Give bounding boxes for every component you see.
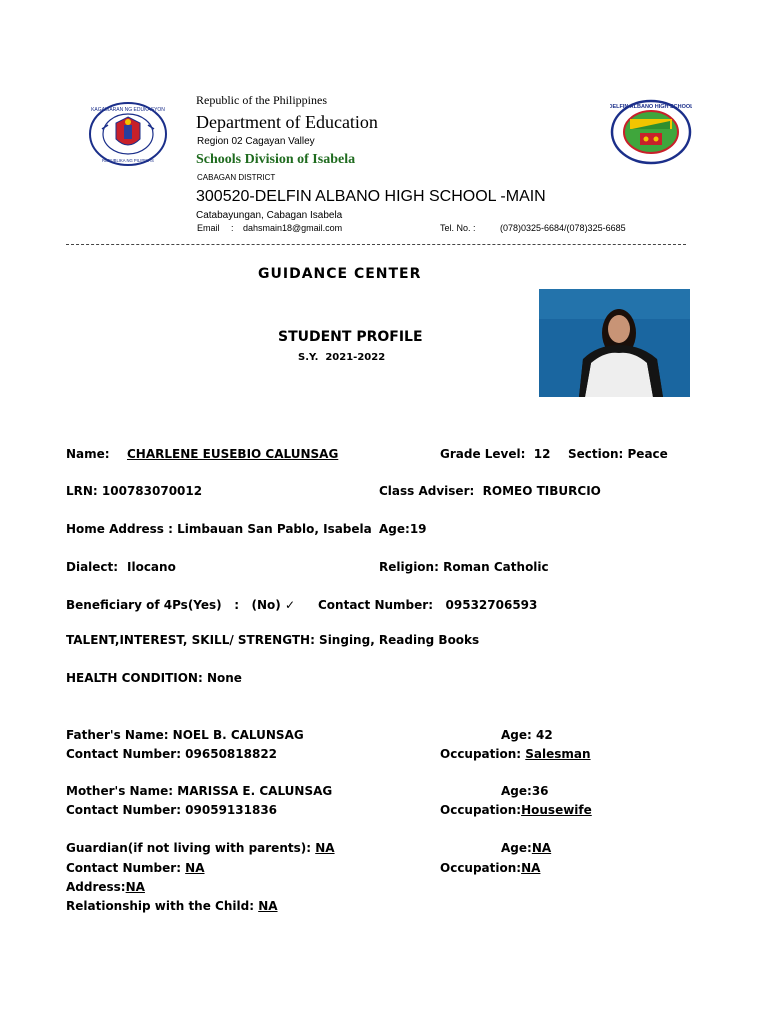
mother-occupation-label: Occupation: (440, 803, 522, 817)
beneficiary-4ps: Beneficiary of 4Ps(Yes) : (No) ✓ (66, 598, 296, 612)
father-contact: Contact Number: 09650818822 (66, 747, 278, 761)
guardian-age (501, 841, 551, 855)
father-age: Age: 42 (501, 728, 553, 742)
father-occupation-value: Salesman (525, 747, 591, 761)
contact-number: Contact Number: 09532706593 (318, 598, 538, 612)
dialect-label: Dialect: (66, 560, 119, 574)
mother-contact: Contact Number: 09059131836 (66, 803, 278, 817)
health-condition: HEALTH CONDITION: None (66, 671, 242, 685)
guardian-occupation-value: NA (521, 861, 541, 875)
guardian-relationship-label: Relationship with the Child: (66, 899, 259, 913)
school-name: 300520-DELFIN ALBANO HIGH SCHOOL -MAIN (196, 188, 546, 205)
name-value: CHARLENE EUSEBIO CALUNSAG (127, 447, 339, 461)
deped-seal-text-bottom: REPUBLIKA NG PILIPINAS (102, 158, 154, 163)
name-label: Name: (66, 447, 110, 461)
section: Section: Peace (568, 447, 668, 461)
region-line: Region 02 Cagayan Valley (197, 136, 315, 147)
guardian-contact-label: Contact Number: (66, 861, 186, 875)
republic-line: Republic of the Philippines (196, 93, 327, 107)
age: Age:19 (379, 522, 427, 536)
guardian-address-value: NA (125, 880, 145, 894)
religion: Religion: Roman Catholic (379, 560, 549, 574)
guardian-age-value: NA (531, 841, 552, 855)
lrn: LRN: 100783070012 (66, 484, 203, 498)
tel-value: (078)0325-6684/(078)325-6685 (500, 223, 626, 233)
mother-occupation (440, 803, 592, 817)
guardian-relationship-value: NA (258, 899, 278, 913)
school-seal (610, 99, 692, 165)
student-profile-title: STUDENT PROFILE (278, 329, 423, 345)
division-line: Schools Division of Isabela (196, 152, 356, 167)
deped-seal-text-top: KAGAWARAN NG EDUKASYON (91, 107, 165, 113)
mother-name: Mother's Name: MARISSA E. CALUNSAG (66, 784, 333, 798)
guardian-contact-value: NA (185, 861, 205, 875)
dialect-value: Ilocano (127, 560, 176, 574)
guardian-name (66, 841, 335, 855)
email-separator: : (231, 223, 234, 233)
student-photo (539, 289, 690, 397)
mother-age: Age:36 (501, 784, 549, 798)
class-adviser: Class Adviser: ROMEO TIBURCIO (379, 484, 601, 498)
guardian-label: Guardian(if not living with parents): (66, 841, 316, 855)
guardian-contact (66, 861, 205, 875)
school-address: Catabayungan, Cabagan Isabela (196, 210, 343, 221)
grade-level: Grade Level: 12 (440, 447, 551, 461)
guardian-address-label: Address: (66, 880, 126, 894)
guidance-center-title: GUIDANCE CENTER (258, 266, 422, 282)
email-value: dahsmain18@gmail.com (243, 223, 343, 233)
school-seal-text: DELFIN ALBANO HIGH SCHOOL (610, 104, 692, 110)
email-label: Email (197, 223, 220, 233)
header-divider (66, 244, 686, 245)
father-occupation (440, 747, 591, 761)
guardian-address (66, 880, 145, 894)
home-address: Home Address : Limbauan San Pablo, Isabela (66, 522, 372, 536)
school-year: S.Y. 2021-2022 (298, 352, 386, 363)
guardian-age-label: Age: (501, 841, 532, 855)
guardian-occupation-label: Occupation: (440, 861, 522, 875)
guardian-occupation (440, 861, 540, 875)
father-occupation-label: Occupation: (440, 747, 526, 761)
talent-interest: TALENT,INTEREST, SKILL/ STRENGTH: Singing, Reading Books (66, 633, 480, 647)
deped-seal (88, 101, 168, 167)
district-line: CABAGAN DISTRICT (197, 173, 276, 182)
guardian-value: NA (315, 841, 335, 855)
mother-occupation-value: Housewife (521, 803, 592, 817)
guardian-relationship (66, 899, 278, 913)
department-line: Department of Education (196, 112, 378, 132)
tel-label: Tel. No. : (440, 223, 476, 233)
father-name: Father's Name: NOEL B. CALUNSAG (66, 728, 304, 742)
